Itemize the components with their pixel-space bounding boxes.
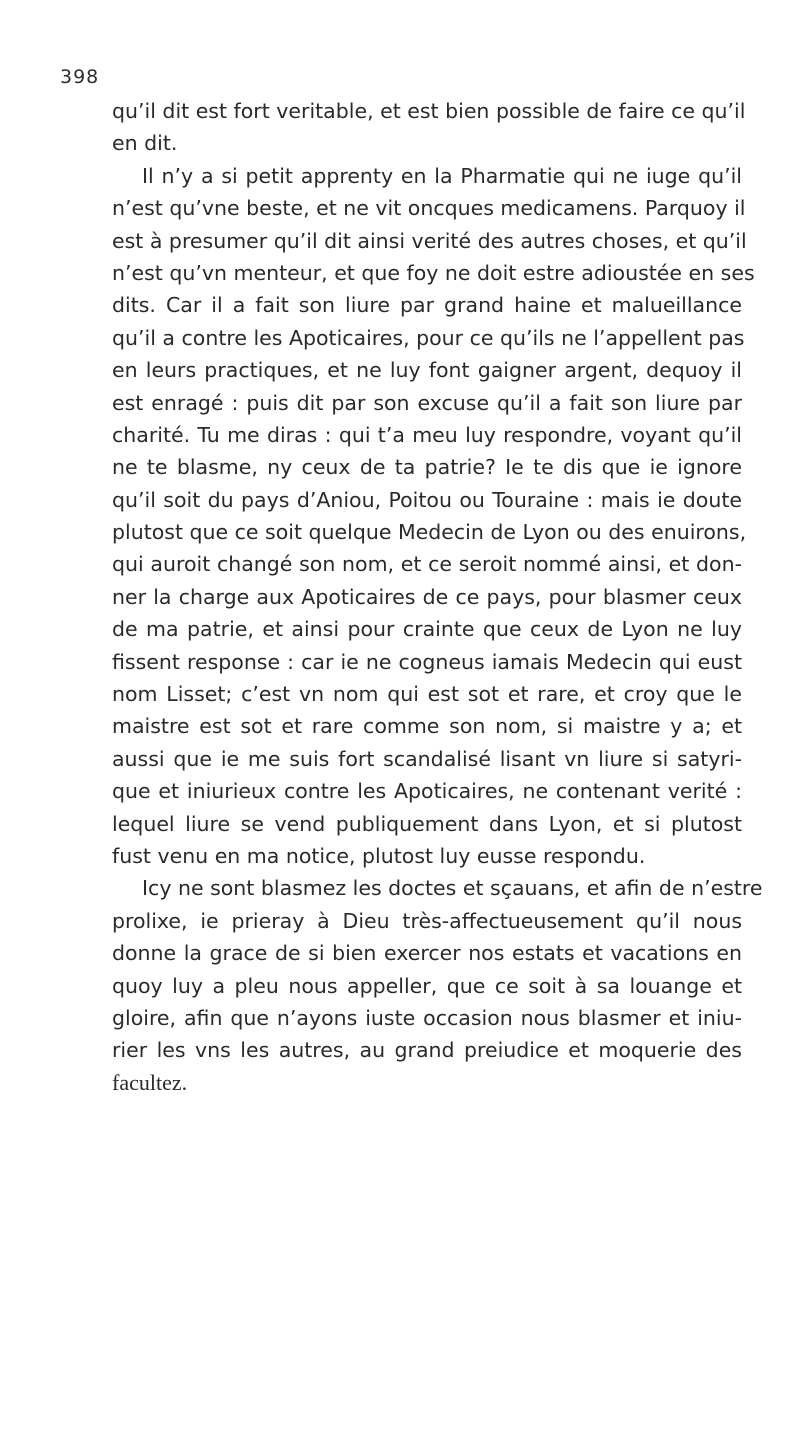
text-line: donne la grace de si bien exercer nos estats et vacations en [112, 941, 742, 966]
text-line: lequel liure se vend publiquement dans Lyon, et si plutost [112, 811, 742, 836]
text-line: fust venu en ma notice, plutost luy eusse respondu. [112, 843, 646, 868]
text-line: prolixe, ie prieray à Dieu très-affectueusement qu’il nous [112, 908, 742, 933]
text-line: n’est qu’vn menteur, et que foy ne doit estre adioustée en ses [112, 260, 755, 285]
text-line: n’est qu’vne beste, et ne vit oncques medicamens. Parquoy il [112, 196, 746, 221]
text-line: fissent response : car ie ne cogneus iamais Medecin qui eust [112, 649, 742, 674]
text-line: qu’il a contre les Apoticaires, pour ce qu’ils ne l’appellent pas [112, 325, 745, 350]
text-line: qui auroit changé son nom, et ce seroit nommé ainsi, et don- [112, 552, 742, 577]
paragraph-start-line: Icy ne sont blasmez les doctes et sçauans, et afin de n’estre [142, 876, 763, 901]
text-line: gloire, afin que n’ayons iuste occasion nous blasmer et iniu- [112, 1005, 742, 1030]
text-line: de ma patrie, et ainsi pour crainte que ceux de Lyon ne luy [112, 617, 742, 642]
body-text [112, 95, 763, 1099]
text-line: qu’il soit du pays d’Aniou, Poitou ou Touraine : mais ie doute [112, 487, 742, 512]
text-line: ne te blasme, ny ceux de ta patrie? Ie te dis que ie ignore [112, 455, 742, 480]
text-line: est enragé : puis dit par son excuse qu’il a fait son liure par [112, 390, 742, 415]
text-line: en dit. [112, 131, 178, 156]
text-line: en leurs practiques, et ne luy font gaigner argent, dequoy il [112, 358, 742, 383]
text-line: dits. Car il a fait son liure par grand haine et malueillance [112, 293, 742, 318]
text-line: ner la charge aux Apoticaires de ce pays, pour blasmer ceux [112, 584, 742, 609]
page-number: 398 [60, 66, 100, 88]
text-line: charité. Tu me diras : qui t’a meu luy respondre, voyant qu’il [112, 422, 742, 447]
paragraph-start-line: Il n’y a si petit apprenty en la Pharmatie qui ne iuge qu’il [142, 163, 742, 188]
text-line: qu’il dit est fort veritable, et est bien possible de faire ce qu’il [112, 99, 746, 123]
text-line: est à presumer qu’il dit ainsi verité des autres choses, et qu’il [112, 228, 747, 253]
text-line: nom Lisset; c’est vn nom qui est sot et rare, et croy que le [112, 682, 742, 707]
text-line: quoy luy a pleu nous appeller, que ce soit à sa louange et [112, 973, 742, 998]
text-line: plutost que ce soit quelque Medecin de Lyon ou des enuirons, [112, 520, 747, 545]
text-line: que et iniurieux contre les Apoticaires, ne contenant verité : [112, 779, 742, 804]
text-line: facultez. [112, 1069, 188, 1095]
text-line: maistre est sot et rare comme son nom, si maistre y a; et [112, 714, 742, 739]
text-line: aussi que ie me suis fort scandalisé lisant vn liure si satyri- [112, 746, 742, 771]
text-line: rier les vns les autres, au grand preiudice et moquerie des [112, 1038, 742, 1063]
